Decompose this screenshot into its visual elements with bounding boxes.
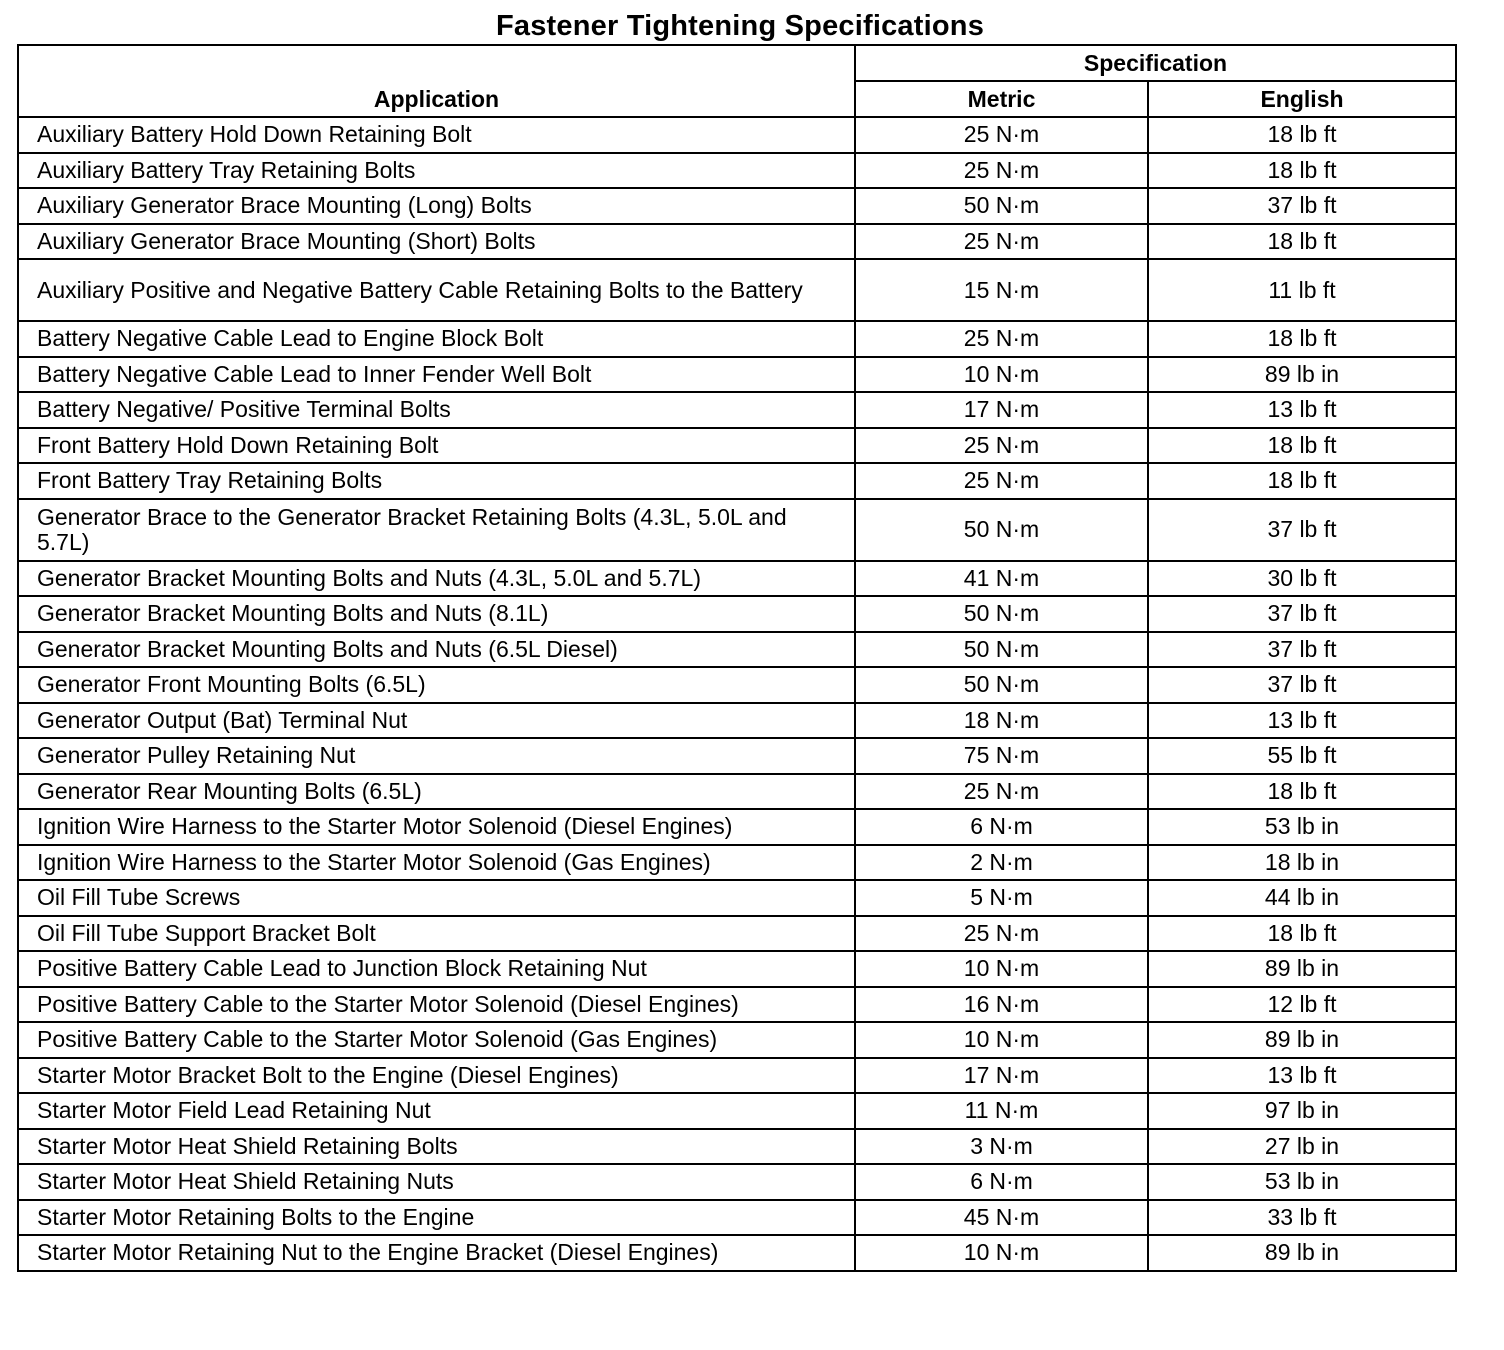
metric-cell: 25 N·m — [855, 117, 1148, 153]
metric-cell: 6 N·m — [855, 1164, 1148, 1200]
table-row — [18, 1022, 1456, 1058]
metric-cell: 10 N·m — [855, 1235, 1148, 1271]
english-cell: 13 lb ft — [1148, 392, 1456, 428]
english-cell: 55 lb ft — [1148, 738, 1456, 774]
metric-cell: 10 N·m — [855, 951, 1148, 987]
metric-cell: 15 N·m — [855, 259, 1148, 321]
english-cell: 30 lb ft — [1148, 561, 1456, 597]
english-cell: 37 lb ft — [1148, 632, 1456, 668]
table-row — [18, 463, 1456, 499]
application-header: Application — [18, 45, 855, 117]
table-body — [18, 117, 1456, 1271]
application-cell: Battery Negative Cable Lead to Engine Block Bolt — [18, 321, 855, 357]
application-cell: Positive Battery Cable to the Starter Motor Solenoid (Gas Engines) — [18, 1022, 855, 1058]
english-cell: 18 lb ft — [1148, 916, 1456, 952]
metric-cell: 25 N·m — [855, 916, 1148, 952]
table-row — [18, 1235, 1456, 1271]
table-row — [18, 1129, 1456, 1165]
metric-cell: 6 N·m — [855, 809, 1148, 845]
specifications-table — [17, 44, 1457, 1272]
header-row-top — [18, 45, 1456, 81]
english-header: English — [1148, 81, 1456, 117]
application-cell: Oil Fill Tube Screws — [18, 880, 855, 916]
table-row — [18, 987, 1456, 1023]
metric-cell: 10 N·m — [855, 357, 1148, 393]
english-cell: 18 lb ft — [1148, 117, 1456, 153]
metric-cell: 5 N·m — [855, 880, 1148, 916]
english-cell: 97 lb in — [1148, 1093, 1456, 1129]
application-cell: Positive Battery Cable to the Starter Motor Solenoid (Diesel Engines) — [18, 987, 855, 1023]
table-row — [18, 880, 1456, 916]
english-cell: 89 lb in — [1148, 357, 1456, 393]
english-cell: 18 lb ft — [1148, 774, 1456, 810]
english-cell: 53 lb in — [1148, 809, 1456, 845]
english-cell: 37 lb ft — [1148, 499, 1456, 561]
table-row — [18, 259, 1456, 321]
english-cell: 37 lb ft — [1148, 596, 1456, 632]
application-cell: Ignition Wire Harness to the Starter Motor Solenoid (Diesel Engines) — [18, 809, 855, 845]
english-cell: 53 lb in — [1148, 1164, 1456, 1200]
application-cell: Auxiliary Battery Tray Retaining Bolts — [18, 153, 855, 189]
english-cell: 37 lb ft — [1148, 188, 1456, 224]
metric-cell: 11 N·m — [855, 1093, 1148, 1129]
metric-cell: 3 N·m — [855, 1129, 1148, 1165]
application-cell: Starter Motor Heat Shield Retaining Nuts — [18, 1164, 855, 1200]
table-row — [18, 916, 1456, 952]
metric-cell: 16 N·m — [855, 987, 1148, 1023]
metric-cell: 25 N·m — [855, 463, 1148, 499]
metric-cell: 17 N·m — [855, 1058, 1148, 1094]
application-cell: Generator Pulley Retaining Nut — [18, 738, 855, 774]
table-row — [18, 224, 1456, 260]
metric-cell: 50 N·m — [855, 188, 1148, 224]
application-cell: Battery Negative Cable Lead to Inner Fender Well Bolt — [18, 357, 855, 393]
english-cell: 44 lb in — [1148, 880, 1456, 916]
english-cell: 89 lb in — [1148, 951, 1456, 987]
metric-cell: 25 N·m — [855, 153, 1148, 189]
metric-header: Metric — [855, 81, 1148, 117]
metric-cell: 41 N·m — [855, 561, 1148, 597]
english-cell: 18 lb in — [1148, 845, 1456, 881]
table-row — [18, 1093, 1456, 1129]
application-cell: Auxiliary Generator Brace Mounting (Long) Bolts — [18, 188, 855, 224]
page-title: Fastener Tightening Specifications — [495, 10, 985, 42]
table-row — [18, 1058, 1456, 1094]
metric-cell: 75 N·m — [855, 738, 1148, 774]
metric-cell: 25 N·m — [855, 321, 1148, 357]
table-row — [18, 738, 1456, 774]
application-cell: Front Battery Hold Down Retaining Bolt — [18, 428, 855, 464]
metric-cell: 25 N·m — [855, 774, 1148, 810]
application-cell: Generator Bracket Mounting Bolts and Nuts (8.1L) — [18, 596, 855, 632]
metric-cell: 25 N·m — [855, 224, 1148, 260]
english-cell: 18 lb ft — [1148, 224, 1456, 260]
metric-cell: 2 N·m — [855, 845, 1148, 881]
table-row — [18, 117, 1456, 153]
english-cell: 11 lb ft — [1148, 259, 1456, 321]
english-cell: 33 lb ft — [1148, 1200, 1456, 1236]
table-row — [18, 561, 1456, 597]
english-cell: 18 lb ft — [1148, 153, 1456, 189]
table-row — [18, 153, 1456, 189]
table-row — [18, 357, 1456, 393]
application-cell: Generator Bracket Mounting Bolts and Nuts (6.5L Diesel) — [18, 632, 855, 668]
application-cell: Auxiliary Battery Hold Down Retaining Bolt — [18, 117, 855, 153]
application-cell: Front Battery Tray Retaining Bolts — [18, 463, 855, 499]
english-cell: 12 lb ft — [1148, 987, 1456, 1023]
application-cell: Generator Bracket Mounting Bolts and Nuts (4.3L, 5.0L and 5.7L) — [18, 561, 855, 597]
table-row — [18, 809, 1456, 845]
application-cell: Starter Motor Bracket Bolt to the Engine (Diesel Engines) — [18, 1058, 855, 1094]
application-cell: Generator Front Mounting Bolts (6.5L) — [18, 667, 855, 703]
application-cell: Generator Brace to the Generator Bracket Retaining Bolts (4.3L, 5.0L and 5.7L) — [18, 499, 855, 561]
table-row — [18, 951, 1456, 987]
metric-cell: 18 N·m — [855, 703, 1148, 739]
application-cell: Starter Motor Retaining Bolts to the Engine — [18, 1200, 855, 1236]
metric-cell: 50 N·m — [855, 667, 1148, 703]
table-row — [18, 774, 1456, 810]
english-cell: 13 lb ft — [1148, 1058, 1456, 1094]
application-cell: Starter Motor Retaining Nut to the Engine Bracket (Diesel Engines) — [18, 1235, 855, 1271]
table-row — [18, 499, 1456, 561]
application-cell: Generator Rear Mounting Bolts (6.5L) — [18, 774, 855, 810]
table-row — [18, 632, 1456, 668]
table-row — [18, 188, 1456, 224]
application-cell: Starter Motor Heat Shield Retaining Bolts — [18, 1129, 855, 1165]
metric-cell: 10 N·m — [855, 1022, 1148, 1058]
application-cell: Auxiliary Generator Brace Mounting (Short) Bolts — [18, 224, 855, 260]
table-row — [18, 845, 1456, 881]
english-cell: 13 lb ft — [1148, 703, 1456, 739]
application-cell: Ignition Wire Harness to the Starter Motor Solenoid (Gas Engines) — [18, 845, 855, 881]
application-cell: Positive Battery Cable Lead to Junction Block Retaining Nut — [18, 951, 855, 987]
metric-cell: 25 N·m — [855, 428, 1148, 464]
specification-header: Specification — [855, 45, 1456, 81]
english-cell: 89 lb in — [1148, 1022, 1456, 1058]
metric-cell: 50 N·m — [855, 632, 1148, 668]
english-cell: 89 lb in — [1148, 1235, 1456, 1271]
application-cell: Auxiliary Positive and Negative Battery Cable Retaining Bolts to the Battery — [18, 259, 855, 321]
table-row — [18, 392, 1456, 428]
table-row — [18, 596, 1456, 632]
metric-cell: 50 N·m — [855, 499, 1148, 561]
english-cell: 27 lb in — [1148, 1129, 1456, 1165]
table-row — [18, 321, 1456, 357]
english-cell: 37 lb ft — [1148, 667, 1456, 703]
english-cell: 18 lb ft — [1148, 463, 1456, 499]
application-cell: Oil Fill Tube Support Bracket Bolt — [18, 916, 855, 952]
application-cell: Battery Negative/ Positive Terminal Bolts — [18, 392, 855, 428]
table-row — [18, 1164, 1456, 1200]
application-cell: Starter Motor Field Lead Retaining Nut — [18, 1093, 855, 1129]
metric-cell: 45 N·m — [855, 1200, 1148, 1236]
table-row — [18, 428, 1456, 464]
application-cell: Generator Output (Bat) Terminal Nut — [18, 703, 855, 739]
table-row — [18, 667, 1456, 703]
english-cell: 18 lb ft — [1148, 321, 1456, 357]
english-cell: 18 lb ft — [1148, 428, 1456, 464]
metric-cell: 17 N·m — [855, 392, 1148, 428]
metric-cell: 50 N·m — [855, 596, 1148, 632]
table-row — [18, 703, 1456, 739]
table-row — [18, 1200, 1456, 1236]
